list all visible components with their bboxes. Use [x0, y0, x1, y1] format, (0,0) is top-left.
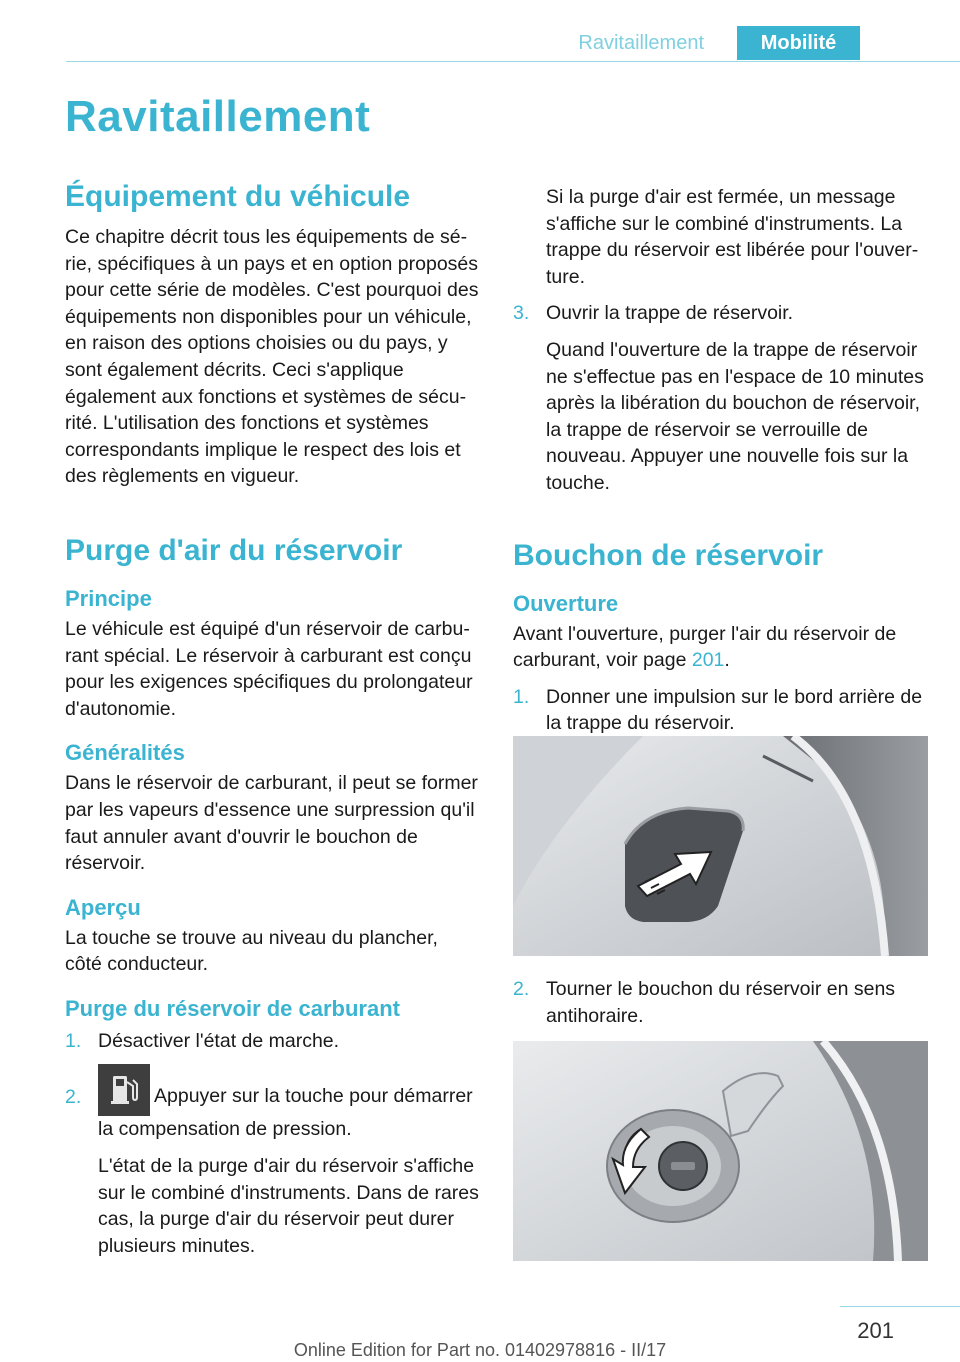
heading-apercu: Aperçu — [65, 894, 141, 920]
figure-fuel-cap — [513, 1041, 928, 1261]
step-number: 2. — [513, 978, 530, 1000]
step-subtext: L'état de la purge d'air du réservoir s'affiche sur le combiné d'instruments. Dans de rares cas, la purge d'air du réservoir peut durer plusieurs minutes. — [98, 1155, 479, 1257]
footer-divider — [840, 1306, 960, 1307]
heading-generalites: Généralités — [65, 740, 185, 766]
list-item — [65, 1028, 480, 1055]
step-text: Ouvrir la trappe de réservoir. — [546, 302, 794, 325]
left-column — [65, 180, 480, 1259]
paragraph-principe: Le véhicule est équipé d'un réservoir de carburant spécial. Le réservoir à carburant est conçu pour les exigences spécifiques du prolongateur d'autonomie. — [65, 617, 473, 720]
step-number: 2. — [65, 1086, 82, 1109]
figure-fuel-flap-closed — [513, 736, 928, 956]
right-column — [513, 184, 928, 737]
list-item — [513, 300, 928, 496]
paragraph-apercu: La touche se trouve au niveau du plancher, côté conducteur. — [65, 926, 438, 976]
cap-steps-list-2 — [513, 976, 928, 1029]
paragraph-continued: Si la purge d'air est fermée, un message s'affiche sur le combiné d'instruments. La trappe du réservoir est libérée pour l'ouverture. — [546, 186, 919, 288]
step-number: 3. — [513, 302, 530, 325]
list-item — [513, 976, 928, 1029]
page-number: 201 — [857, 1318, 894, 1343]
step-text: Donner une impulsion sur le bord arrière de la trappe du réservoir. — [546, 685, 923, 735]
heading-ouverture: Ouverture — [513, 590, 619, 616]
step-text: Appuyer sur la touche pour démarrer la compensation de pression. — [98, 1085, 473, 1141]
open-steps-list — [513, 300, 928, 496]
header-chapter-tab[interactable]: Mobilité — [737, 26, 860, 60]
header-section-tab[interactable]: Ravitaillement — [578, 32, 704, 54]
heading-principe: Principe — [65, 585, 152, 611]
header-divider — [66, 61, 960, 62]
step-number: 1. — [65, 1029, 82, 1052]
ouverture-period: . — [724, 649, 730, 672]
right-column-step2 — [513, 976, 928, 1029]
fuel-cap-illustration — [513, 1041, 928, 1261]
fuel-pump-button-icon — [98, 1064, 150, 1116]
list-item — [65, 1064, 480, 1259]
ouverture-text: Avant l'ouverture, purger l'air du réservoir de carburant, voir page — [513, 622, 897, 672]
heading-equipement: Équipement du véhicule — [65, 180, 411, 213]
cap-steps-list-1 — [513, 684, 928, 737]
paragraph-generalites: Dans le réservoir de carburant, il peut se former par les vapeurs d'essence une surpression qu'il faut annuler avant d'ouvrir le bouchon de réservoir. — [65, 772, 478, 875]
heading-purge-carburant: Purge du réservoir de carburant — [65, 995, 400, 1021]
page-header — [0, 0, 960, 62]
list-item — [513, 684, 928, 737]
step-subtext: Quand l'ouverture de la trappe de réservoir ne s'effectue pas en l'espace de 10 minutes après la libération du bouchon de réservoir, la trappe de réservoir se verrouille de nouveau. Appuyer une nouvelle fois sur la touche. — [546, 338, 924, 494]
heading-purge: Purge d'air du réservoir — [65, 533, 403, 567]
paragraph-equipement: Ce chapitre décrit tous les équipements de série, spécifiques à un pays et en option proposés pour cette série de modèles. C'est pourquoi des équipements non disponibles pour un véhicule, en raison des options choisies ou du pays, y sont également décrits. Ceci s'applique également aux fonctions et systèmes de sécurité. L'utilisation des fonctions et systèmes correspondants implique le respect des lois et des règlements en vigueur. — [65, 226, 479, 488]
step-text: Désactiver l'état de marche. — [98, 1029, 340, 1052]
step-number: 1. — [513, 685, 530, 708]
page-title: Ravitaillement — [65, 92, 371, 141]
purge-steps-list — [65, 1028, 480, 1260]
paragraph-ouverture — [513, 621, 928, 674]
fuel-flap-closed-illustration — [513, 736, 928, 956]
page-reference-link[interactable]: 201 — [691, 649, 725, 672]
heading-bouchon: Bouchon de réservoir — [513, 538, 824, 572]
step-text: Tourner le bouchon du réservoir en sens antihoraire. — [546, 978, 896, 1027]
edition-footer: Online Edition for Part no. 01402978816 - II/17 — [293, 1340, 667, 1360]
